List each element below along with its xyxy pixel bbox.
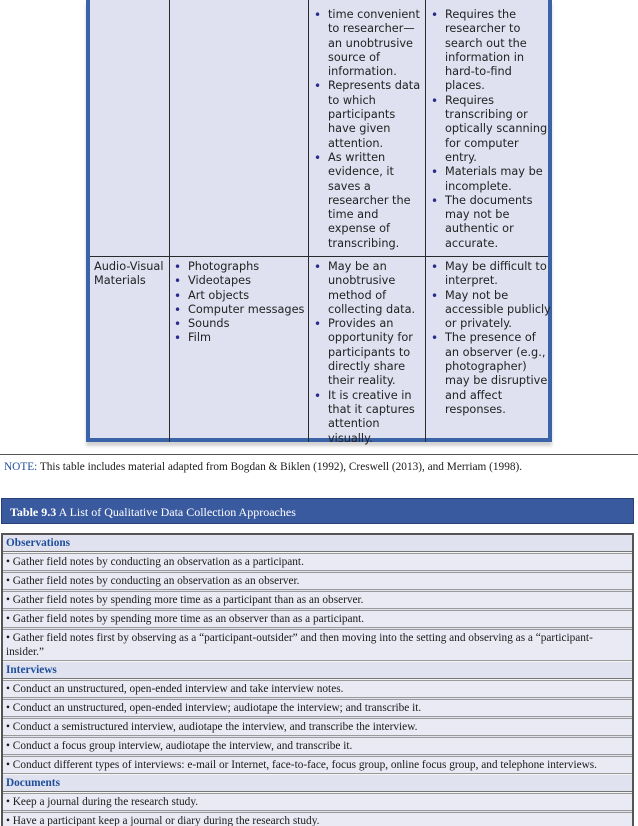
table-row: • Gather field notes by spending more time as a participant than as an observer. [3,591,632,609]
example-item: • Film [172,331,308,345]
advantage-item: • time convenient to researcher— an unobtrusive source of information. [312,8,424,79]
note-label: NOTE: [4,461,38,473]
data-collection-types-table [86,0,552,445]
table-row: • Conduct a semistructured interview, audiotape the interview, and transcribe the interview. [3,718,632,736]
table-title: A List of Qualitative Data Collection Approaches [56,505,296,519]
note-divider [0,454,638,455]
advantage-item: • As written evidence, it saves a researcher the time and expense of transcribing. [312,151,424,251]
limitation-item: • May be difficult to interpret. [429,260,553,289]
section-items-interviews [3,680,632,774]
advantage-item: • Provides an opportunity for participants to directly share their reality. [312,317,424,388]
advantage-item: • It is creative in that it captures attention visually. [312,389,424,446]
table-row: • Gather field notes first by observing as a “participant-outsider” and then moving into the setting and observing as a “participant-insider.” [3,629,632,661]
limitation-item: • The documents may not be authentic or accurate. [429,194,553,251]
limitation-item: • May not be accessible publicly or privately. [429,289,553,332]
table-body [1,533,634,826]
table-row: • Gather field notes by conducting an observation as an observer. [3,572,632,590]
limitation-item: • Materials may be incomplete. [429,165,553,194]
section-items-documents [3,793,632,826]
limitation-item: • The presence of an observer (e.g., photographer) may be disruptive and affect responses. [429,331,553,417]
column-divider [425,0,426,442]
table-number: Table 9.3 [10,505,57,519]
section-items-observations [3,553,632,661]
limitation-item: • Requires transcribing or optically scanning for computer entry. [429,94,553,165]
table-caption [1,498,634,524]
row2-advantages-cell [312,260,424,446]
example-item: • Photographs [172,260,308,274]
example-item: • Videotapes [172,274,308,288]
section-heading-interviews: Interviews [3,662,632,679]
limitation-item: • Requires the researcher to search out the information in hard-to-find places. [429,8,553,94]
column-divider [308,0,309,442]
table-row: • Keep a journal during the research study. [3,793,632,811]
example-item: • Computer messages [172,303,308,317]
row1-limitations-cell [429,8,553,251]
table-row: • Conduct different types of interviews: e-mail or Internet, face-to-face, focus group, online focus group, and telephone interviews. [3,756,632,774]
note-text: This table includes material adapted from Bogdan & Biklen (1992), Creswell (2013), and Merriam (1998). [37,461,523,473]
table-row: • Conduct an unstructured, open-ended interview and take interview notes. [3,680,632,698]
section-heading-observations: Observations [3,535,632,552]
table-row: • Gather field notes by spending more time as an observer than as a participant. [3,610,632,628]
table-row: • Gather field notes by conducting an observation as a participant. [3,553,632,571]
advantage-item: • May be an unobtrusive method of collecting data. [312,260,424,317]
column-divider [169,0,170,442]
row2-limitations-cell [429,260,553,417]
table-row: • Have a participant keep a journal or diary during the research study. [3,812,632,826]
table-note [4,461,522,473]
row1-advantages-cell [312,8,424,251]
advantage-item: • Represents data to which participants have given attention. [312,79,424,150]
table-row: • Conduct an unstructured, open-ended interview; audiotape the interview; and transcribe it. [3,699,632,717]
table-9-3 [1,498,634,826]
section-heading-documents: Documents [3,775,632,792]
row-divider [90,256,548,257]
category-label: Audio-Visual Materials [94,260,164,288]
row2-examples-cell [172,260,308,346]
example-item: • Sounds [172,317,308,331]
example-item: • Art objects [172,289,308,303]
table-row: • Conduct a focus group interview, audiotape the interview, and transcribe it. [3,737,632,755]
